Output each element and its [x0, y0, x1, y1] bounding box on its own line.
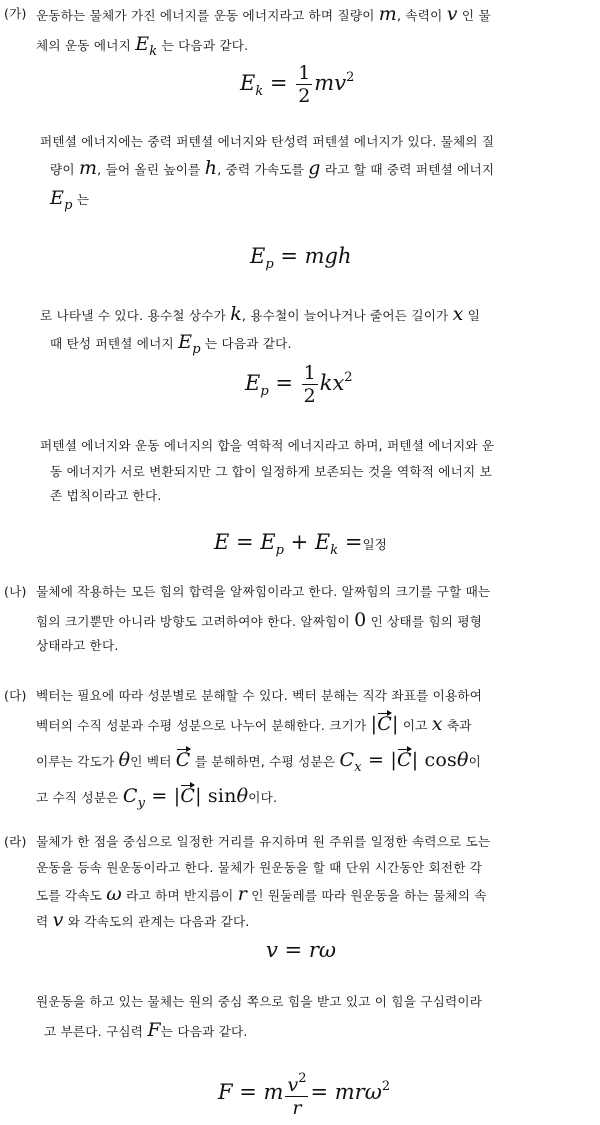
- da-line-4: 고 수직 성분은 $C_y = |C|$ sinθ이다.: [36, 785, 278, 811]
- da-line-3: 이루는 각도가 θ인 벡터 C 를 분해하면, 수평 성분은 $C_x = |C|$ cosθ이: [36, 749, 481, 775]
- ra-line-2: 운동을 등속 원운동이라고 한다. 물체가 원운동을 할 때 단위 시간동안 회전한 각: [36, 860, 483, 875]
- equation-angular-velocity: v = rω: [266, 938, 336, 962]
- ga-mechanical-line-2: 동 에너지가 서로 변환되지만 그 합이 일정하게 보존되는 것을 역학적 에너지 보: [50, 464, 492, 479]
- ga-potential-line-1: 퍼텐셜 에너지에는 중력 퍼텐셜 에너지와 탄성력 퍼텐셜 에너지가 있다. 물체의 질: [40, 134, 495, 149]
- ra-line-1: 물체가 한 점을 중심으로 일정한 거리를 유지하며 원 주위를 일정한 속력으로 도는: [36, 834, 491, 849]
- equation-mechanical-energy: $E = E_p + E_k$ =일정: [214, 530, 387, 558]
- na-line-1: 물체에 작용하는 모든 힘의 합력을 알짜힘이라고 한다. 알짜힘의 크기를 구할 때는: [36, 584, 491, 599]
- equation-elastic-potential: $E_p$ = $\frac{1}{2}$ $kx^2$: [245, 362, 353, 407]
- ga-elastic-line-2: 때 탄성 퍼텐셜 에너지 $E_p$ 는 다음과 같다.: [50, 331, 292, 357]
- section-marker-ga: (가): [4, 6, 27, 21]
- section-marker-da: (다): [4, 688, 27, 703]
- ga-line-2: 체의 운동 에너지 $E_k$ 는 다음과 같다.: [36, 33, 249, 59]
- ga-potential-line-3: $E_p$ 는: [50, 187, 90, 213]
- ga-potential-line-2: 량이 m, 들어 올린 높이를 h, 중력 가속도를 g 라고 할 때 중력 퍼텐셜 에너지: [50, 157, 495, 179]
- ga-line-1: 운동하는 물체가 가진 에너지를 운동 에너지라고 하며 질량이 m, 속력이 v 인 물: [36, 3, 491, 25]
- ra-line-3: 도를 각속도 ω 라고 하며 반지름이 r 인 원둘레를 따라 원운동을 하는 물체의 속: [36, 883, 487, 905]
- equation-centripetal-force: F = m $\frac{v^2}{r}$ = mrω$^2$: [218, 1068, 390, 1119]
- equation-gravitational-potential: $E_p$ = mgh: [250, 244, 352, 272]
- na-line-3: 상태라고 한다.: [36, 638, 119, 653]
- ra-centripetal-line-2: 고 부른다. 구심력 F는 다음과 같다.: [44, 1019, 248, 1041]
- equation-kinetic-energy: $E_k$ = $\frac{1}{2}$ $mv^2$: [240, 62, 355, 107]
- ga-mechanical-line-1: 퍼텐셜 에너지와 운동 에너지의 합을 역학적 에너지라고 하며, 퍼텐셜 에너지와 운: [40, 438, 495, 453]
- na-line-2: 힘의 크기뿐만 아니라 방향도 고려하여야 한다. 알짜힘이 0 인 상태를 힘의 평형: [36, 609, 483, 631]
- da-line-2: 벡터의 수직 성분과 수평 성분으로 나누어 분해한다. 크기가 |C| 이고 x 축과: [36, 713, 472, 735]
- ga-elastic-line-1: 로 나타낼 수 있다. 용수철 상수가 k, 용수철이 늘어나거나 줄어든 길이가 x 일: [40, 303, 481, 325]
- ra-line-4: 력 v 와 각속도의 관계는 다음과 같다.: [36, 909, 250, 931]
- ga-mechanical-line-3: 존 법칙이라고 한다.: [50, 488, 162, 503]
- section-marker-ra: (라): [4, 834, 27, 849]
- da-line-1: 벡터는 필요에 따라 성분별로 분해할 수 있다. 벡터 분해는 직각 좌표를 이용하여: [36, 688, 483, 703]
- ra-centripetal-line-1: 원운동을 하고 있는 물체는 원의 중심 쪽으로 힘을 받고 있고 이 힘을 구심력이라: [36, 994, 483, 1009]
- section-marker-na: (나): [4, 584, 27, 599]
